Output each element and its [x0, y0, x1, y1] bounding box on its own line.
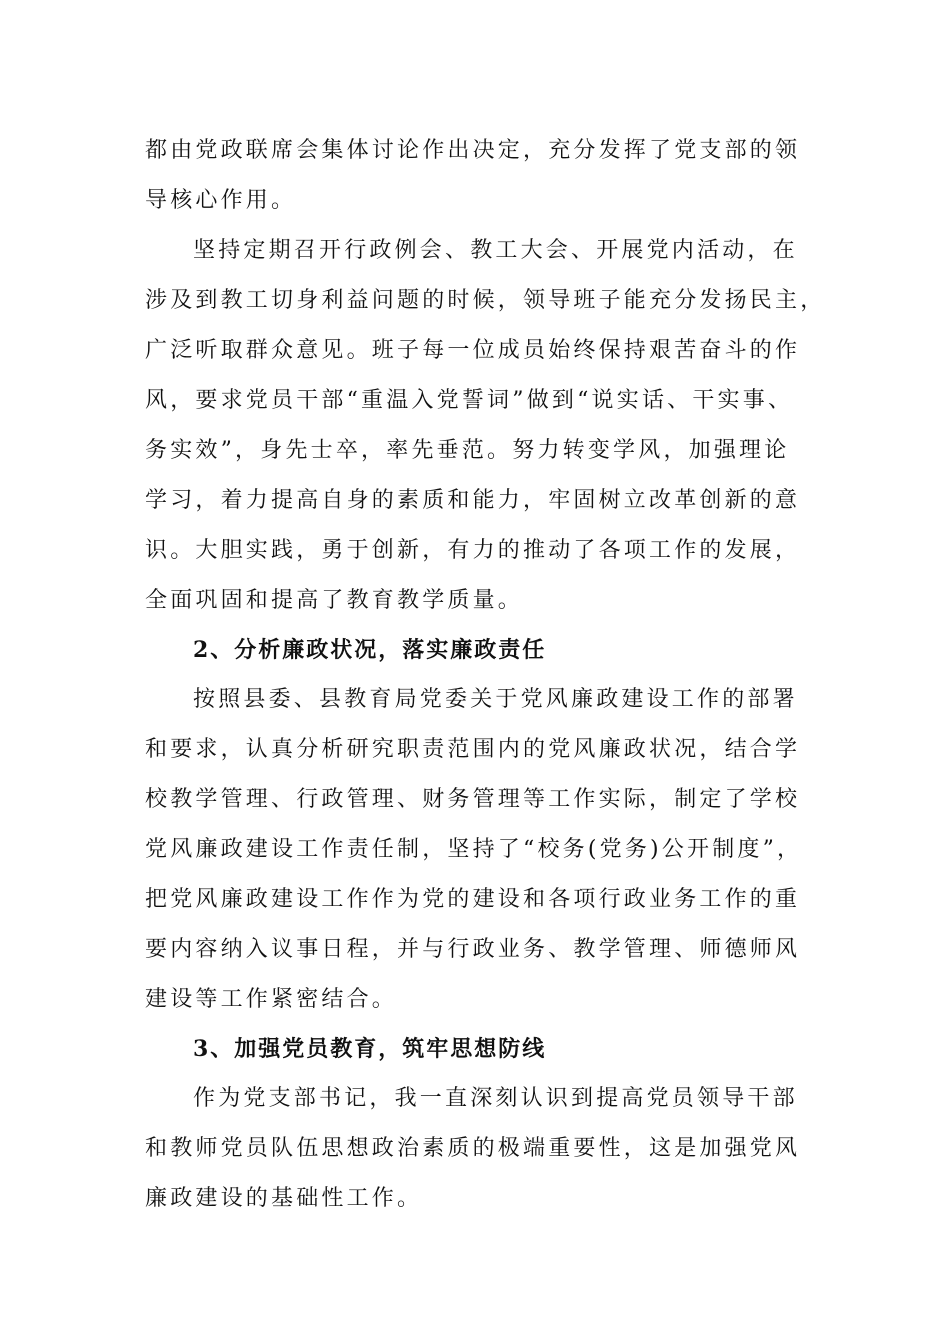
body-text-line: 坚持定期召开行政例会、教工大会、开展党内活动，在: [193, 238, 798, 263]
body-text-line: 风，要求党员干部“重温入党誓词”做到“说实话、干实事、: [145, 388, 794, 413]
body-text-line: 广泛听取群众意见。班子每一位成员始终保持艰苦奋斗的作: [145, 338, 801, 363]
body-text-line: 按照县委、县教育局党委关于党风廉政建设工作的部署: [193, 687, 798, 712]
section-heading: 3、加强党员教育，筑牢思想防线: [193, 1036, 547, 1062]
body-text-line: 把党风廉政建设工作作为党的建设和各项行政业务工作的重: [145, 887, 801, 912]
body-text-line: 建设等工作紧密结合。: [145, 987, 398, 1012]
body-text-line: 务实效”，身先士卒，率先垂范。努力转变学风，加强理论: [145, 438, 790, 463]
section-heading: 2、分析廉政状况，落实廉政责任: [193, 637, 547, 663]
body-text-line: 和要求，认真分析研究职责范围内的党风廉政状况，结合学: [145, 737, 801, 762]
body-text-line: 作为党支部书记，我一直深刻认识到提高党员领导干部: [193, 1086, 798, 1111]
body-text-line: 校教学管理、行政管理、财务管理等工作实际，制定了学校: [145, 787, 801, 812]
body-text-line: 和教师党员队伍思想政治素质的极端重要性，这是加强党风: [145, 1136, 801, 1161]
body-text-line: 廉政建设的基础性工作。: [145, 1186, 423, 1211]
body-text-line: 涉及到教工切身利益问题的时候，领导班子能充分发扬民主，: [145, 288, 826, 313]
body-text-line: 都由党政联席会集体讨论作出决定，充分发挥了党支部的领: [145, 138, 801, 163]
body-text-line: 学习，着力提高自身的素质和能力，牢固树立改革创新的意: [145, 488, 801, 513]
body-text-line: 识。大胆实践，勇于创新，有力的推动了各项工作的发展，: [145, 538, 801, 563]
body-text-line: 党风廉政建设工作责任制，坚持了“校务(党务)公开制度”，: [145, 837, 803, 862]
body-text-line: 全面巩固和提高了教育教学质量。: [145, 588, 524, 613]
body-text-line: 要内容纳入议事日程，并与行政业务、教学管理、师德师风: [145, 937, 801, 962]
body-text-line: 导核心作用。: [145, 188, 297, 213]
